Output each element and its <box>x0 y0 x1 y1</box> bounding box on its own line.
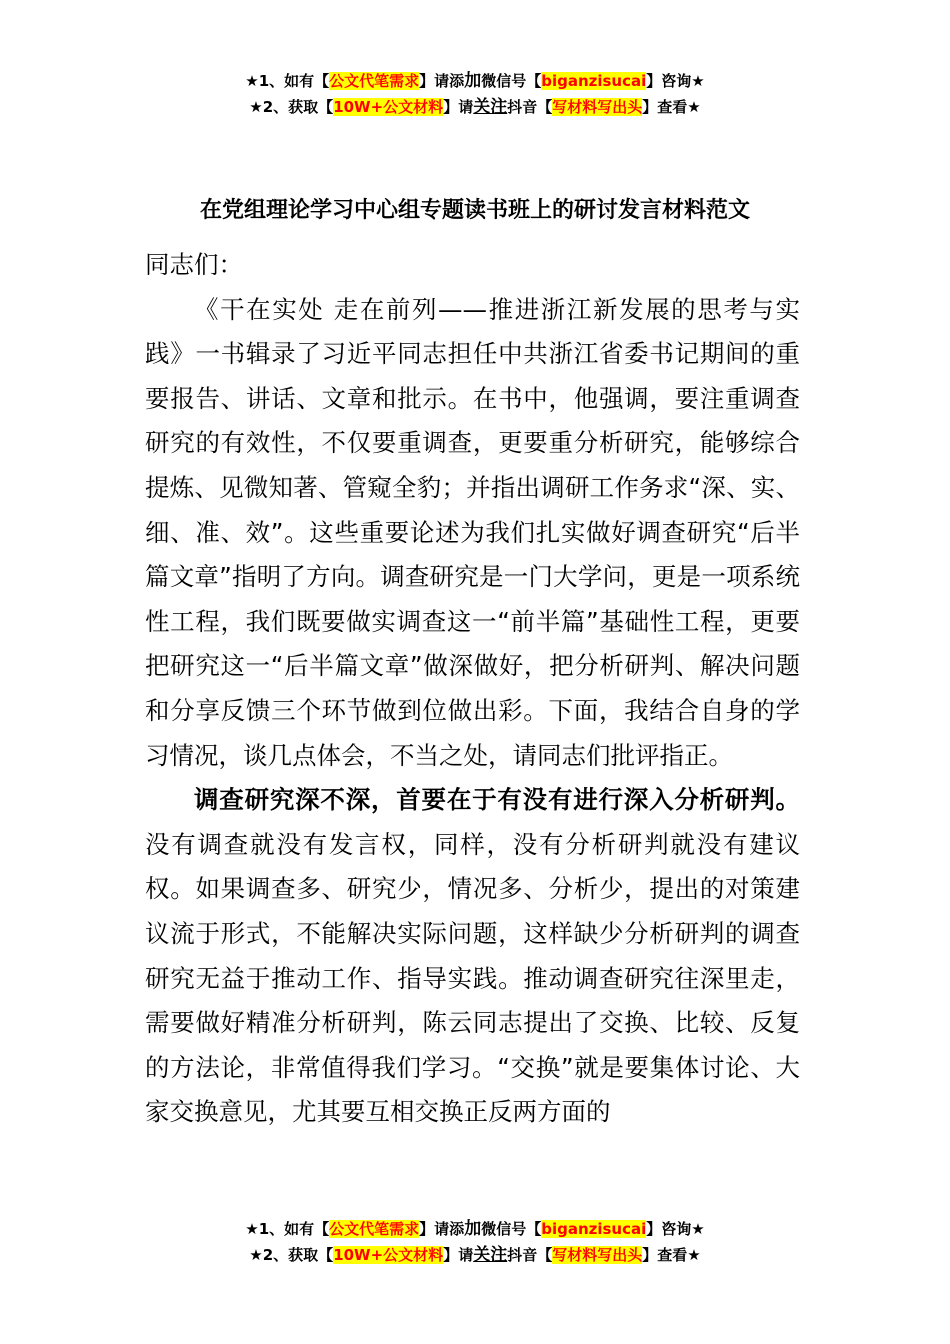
promo-emphasis: 加 <box>464 71 482 91</box>
promo-highlight: 10W+公文材料 <box>333 98 444 116</box>
promo-highlight: 10W+公文材料 <box>333 1246 444 1264</box>
promo-text: ★1、如有【 <box>245 72 330 90</box>
promo-highlight: 公文代笔需求 <box>329 72 420 90</box>
promo-text: ★2、获取【 <box>249 98 334 116</box>
paragraph-2-body: 没有调查就没有发言权，同样，没有分析研判就没有建议权。如果调查多、研究少，情况多、分析少，提出的对策建议流于形式，不能解决实际问题，这样缺少分析研判的调查研究无益于推动工作、指导实践。推动调查研究往深里走，需要做好精准分析研判，陈云同志提出了交换、比较、反复的方法论，非常值得我们学习。“交换”就是要集体讨论、大家交换意见，尤其要互相交换正反两方面的 <box>145 829 800 1127</box>
promo-text: 】咨询★ <box>646 72 705 90</box>
promo-text: 微信号【 <box>481 1220 542 1238</box>
promo-highlight-douyin: 写材料写出头 <box>552 98 643 116</box>
promo-text: 】请添 <box>419 72 465 90</box>
document-body <box>145 243 800 1135</box>
document-title: 在党组理论学习中心组专题读书班上的研讨发言材料范文 <box>199 198 750 223</box>
promo-highlight: 公文代笔需求 <box>329 1220 420 1238</box>
paragraph-2-heading: 调查研究深不深，首要在于有没有进行深入分析研判。 <box>194 785 800 815</box>
promo-text: 】咨询★ <box>646 1220 705 1238</box>
promo-highlight-wechat-id: biganzisucai <box>541 72 647 90</box>
promo-line-2 <box>0 94 950 120</box>
promo-banner-bottom <box>0 1216 950 1268</box>
promo-emphasis: 关注 <box>473 1245 508 1265</box>
promo-highlight-douyin: 写材料写出头 <box>552 1246 643 1264</box>
promo-line-1 <box>0 1216 950 1242</box>
promo-text: 】请 <box>443 1246 474 1264</box>
paragraph-2 <box>145 778 800 1135</box>
promo-text: ★2、获取【 <box>249 1246 334 1264</box>
promo-text: 】查看★ <box>642 98 701 116</box>
promo-line-2 <box>0 1242 950 1268</box>
promo-text: 抖音【 <box>507 98 553 116</box>
promo-text: 抖音【 <box>507 1246 553 1264</box>
promo-text: 】查看★ <box>642 1246 701 1264</box>
promo-text: 】请添 <box>419 1220 465 1238</box>
promo-line-1 <box>0 68 950 94</box>
promo-emphasis: 关注 <box>473 97 508 117</box>
paragraph-1: 《干在实处 走在前列——推进浙江新发展的思考与实践》一书辑录了习近平同志担任中共浙江省委书记期间的重要报告、讲话、文章和批示。在书中，他强调，要注重调查研究的有效性，不仅要重调查，更要重分析研究，能够综合提炼、见微知著、管窥全豹；并指出调研工作务求“深、实、细、准、效”。这些重要论述为我们扎实做好调查研究“后半篇文章”指明了方向。调查研究是一门大学问，更是一项系统性工程，我们既要做实调查这一“前半篇”基础性工程，更要把研究这一“后半篇文章”做深做好，把分析研判、解决问题和分享反馈三个环节做到位做出彩。下面，我结合自身的学习情况，谈几点体会，不当之处，请同志们批评指正。 <box>145 294 800 770</box>
promo-emphasis: 加 <box>464 1219 482 1239</box>
promo-text: ★1、如有【 <box>245 1220 330 1238</box>
promo-highlight-wechat-id: biganzisucai <box>541 1220 647 1238</box>
salutation: 同志们： <box>145 250 243 279</box>
promo-banner-top <box>0 68 950 120</box>
promo-text: 微信号【 <box>481 72 542 90</box>
promo-text: 】请 <box>443 98 474 116</box>
